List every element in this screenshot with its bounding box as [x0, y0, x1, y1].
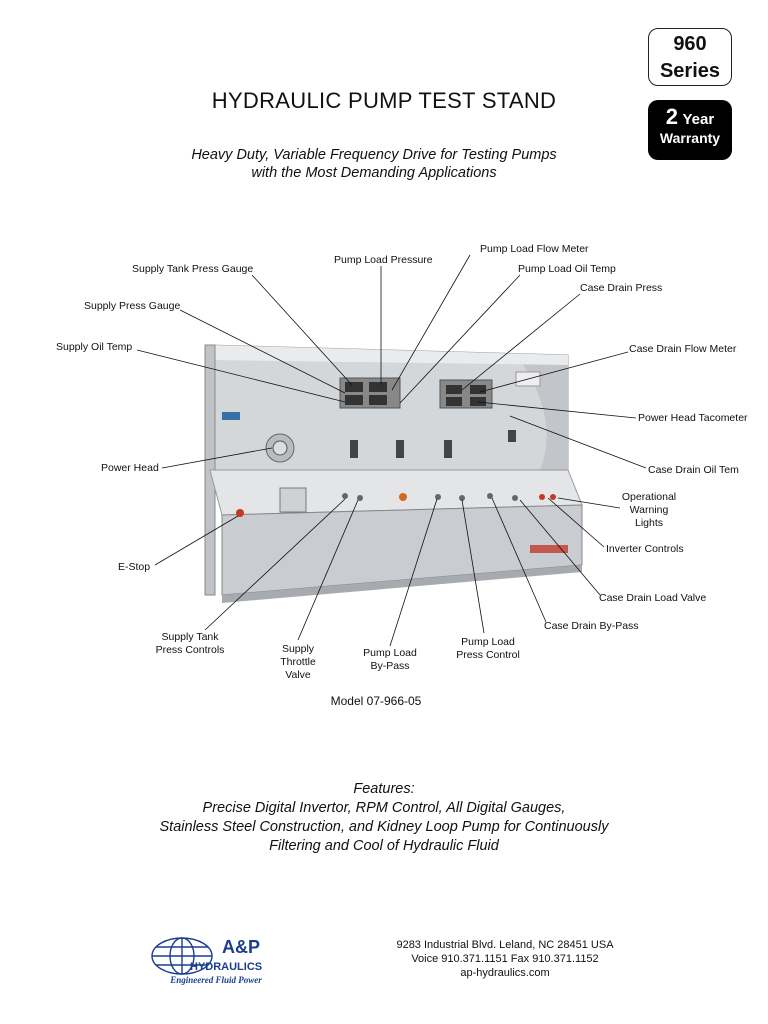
- callout-power-head: Power Head: [101, 462, 159, 474]
- test-stand-machine: [205, 345, 582, 603]
- logo-text-bottom: HYDRAULICS: [190, 961, 263, 973]
- callout-pump-load-by-pass: [356, 647, 424, 673]
- logo-tagline: Engineered Fluid Power: [170, 975, 262, 985]
- callout-supply-tank-press-gauge: Supply Tank Press Gauge: [132, 263, 254, 275]
- callout-supply-oil-temp: Supply Oil Temp: [56, 341, 133, 353]
- callout-by-pass-line: By-Pass: [370, 660, 410, 672]
- callout-warning-line: Warning: [629, 504, 669, 516]
- callout-pump-load-press-control: [450, 636, 526, 662]
- callout-case-drain-by-pass: Case Drain By-Pass: [544, 620, 639, 632]
- features-heading: Features:: [353, 781, 415, 797]
- logo-text-top: A&P: [222, 937, 261, 957]
- address-website[interactable]: ap-hydraulics.com: [460, 967, 550, 979]
- model-number: Model 07-966-05: [330, 694, 422, 708]
- callout-press-control-line: Press Control: [456, 649, 520, 661]
- subtitle-line-2: with the Most Demanding Applications: [251, 165, 497, 181]
- callout-supply-tank-press-controls: [150, 631, 230, 657]
- callout-case-drain-flow-meter: Case Drain Flow Meter: [629, 343, 737, 355]
- callout-pump-load-flow-meter: Pump Load Flow Meter: [480, 243, 589, 255]
- features-block: [0, 780, 768, 856]
- contact-address: [360, 938, 650, 980]
- callout-case-drain-oil-tem: Case Drain Oil Tem: [648, 464, 739, 476]
- callout-power-head-tacometer: Power Head Tacometer: [638, 412, 748, 424]
- series-word: Series: [659, 60, 721, 82]
- page-title: HYDRAULIC PUMP TEST STAND: [211, 88, 557, 113]
- callout-supply-throttle-valve: [272, 643, 324, 682]
- callout-operational-warning-lights: [614, 491, 684, 530]
- callout-inverter-controls: Inverter Controls: [606, 543, 684, 555]
- callout-valve-line: Valve: [285, 669, 311, 681]
- callout-e-stop: E-Stop: [118, 561, 151, 573]
- callout-pump-load-line-2: Pump Load: [461, 636, 515, 648]
- callout-press-controls-line: Press Controls: [155, 644, 225, 656]
- features-line-2: Stainless Steel Construction, and Kidney Loop Pump for Continuously: [159, 819, 609, 835]
- address-street: 9283 Industrial Blvd. Leland, NC 28451 USA: [396, 939, 614, 951]
- callout-case-drain-press: Case Drain Press: [580, 282, 663, 294]
- callout-operational-line: Operational: [621, 491, 677, 503]
- warranty-number: 2: [665, 104, 679, 129]
- callout-throttle-line: Throttle: [280, 656, 316, 668]
- subtitle-line-1: Heavy Duty, Variable Frequency Drive for Testing Pumps: [191, 147, 557, 163]
- warranty-label: Warranty: [659, 130, 721, 146]
- callout-pump-load-line: Pump Load: [363, 647, 417, 659]
- series-number: 960: [673, 33, 707, 55]
- address-phone: Voice 910.371.1151 Fax 910.371.1152: [411, 953, 599, 965]
- callout-case-drain-load-valve: Case Drain Load Valve: [599, 592, 707, 604]
- callout-supply-press-gauge: Supply Press Gauge: [84, 300, 181, 312]
- callout-pump-load-oil-temp: Pump Load Oil Temp: [518, 263, 616, 275]
- warranty-word: Year: [682, 111, 715, 128]
- callout-pump-load-pressure: Pump Load Pressure: [334, 254, 433, 266]
- callout-lights-line: Lights: [634, 517, 664, 529]
- callout-supply-line: Supply: [281, 643, 315, 655]
- features-line-3: Filtering and Cool of Hydraulic Fluid: [269, 838, 499, 854]
- callout-supply-tank-line: Supply Tank: [161, 631, 219, 643]
- features-line-1: Precise Digital Invertor, RPM Control, All Digital Gauges,: [202, 800, 566, 816]
